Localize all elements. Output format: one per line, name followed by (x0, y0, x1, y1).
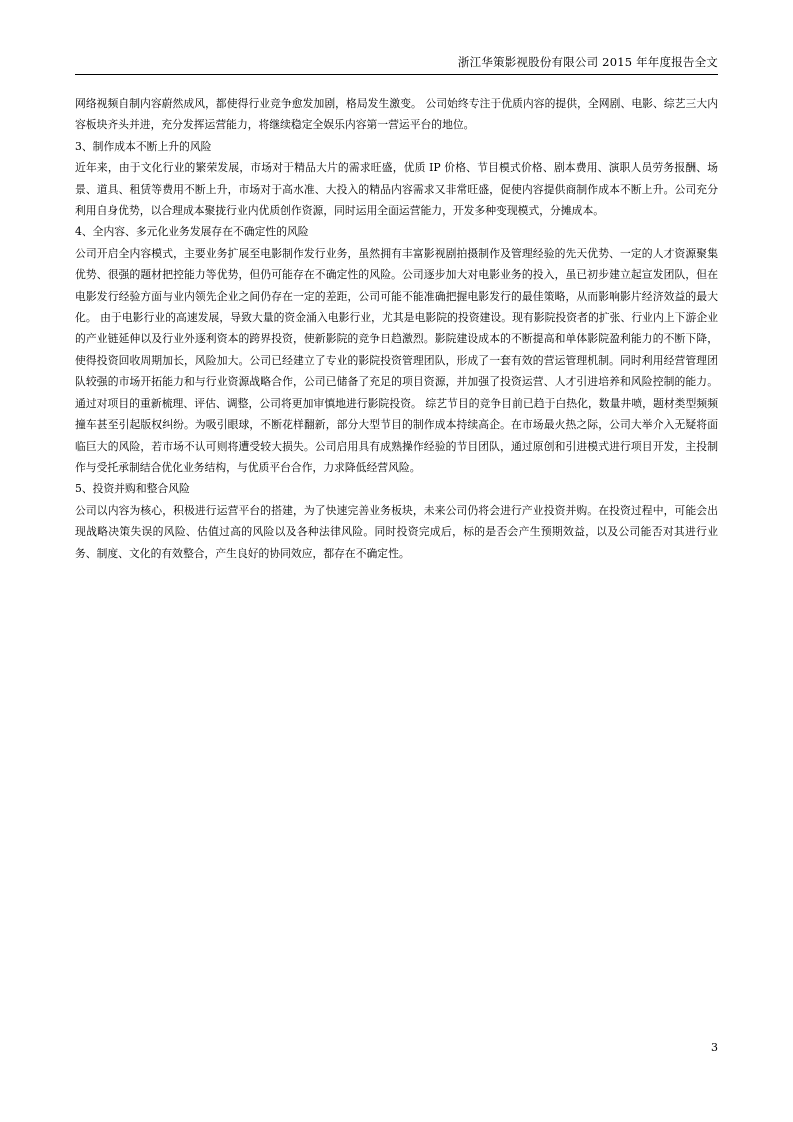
report-title: 浙江华策影视股份有限公司 2015 年年度报告全文 (457, 55, 718, 69)
paragraph-section-5: 公司以内容为核心，积极进行运营平台的搭建，为了快速完善业务板块，未来公司仍将会进行产业投资并购。在投资过程中，可能会出现战略决策失误的风险、估值过高的风险以及各种法律风险。同时投资完成后，标的是否会产生预期效益，以及公司能否对其进行业务、制度、文化的有效整合，产生良好的协同效应，都存在不确定性。 (75, 503, 718, 560)
header-divider (75, 74, 718, 75)
section-heading-3: 3、制作成本不断上升的风险 (75, 139, 212, 153)
paragraph-intro: 网络视频自制内容蔚然成风，都使得行业竞争愈发加剧，格局发生激变。 公司始终专注于优质内容的提供，全网剧、电影、综艺三大内容板块齐头并进，充分发挥运营能力，将继续稳定全娱乐内容第一营运平台的地位。 (75, 97, 718, 132)
paragraph-section-3: 近年来，由于文化行业的繁荣发展，市场对于精品大片的需求旺盛，优质 IP 价格、节目模式价格、剧本费用、演职人员劳务报酬、场景、道具、租赁等费用不断上升，市场对于高水准、大投入的精品内容需求又非常旺盛，促使内容提供商制作成本不断上升。公司充分利用自身优势，以合理成本聚拢行业内优质创作资源，同时运用全面运营能力，开发多种变现模式，分摊成本。 (75, 161, 718, 218)
paragraph-section-4: 公司开启全内容模式，主要业务扩展至电影制作发行业务，虽然拥有丰富影视剧拍摄制作及管理经验的先天优势、一定的人才资源聚集优势、很强的题材把控能力等优势，但仍可能存在不确定性的风险。公司逐步加大对电影业务的投入，虽已初步建立起宣发团队，但在电影发行经验方面与业内领先企业之间仍存在一定的差距，公司可能不能准确把握电影发行的最佳策略，从而影响影片经济效益的最大化。 由于电影行业的高速发展，导致大量的资金涌入电影行业，尤其是电影院的投资建设。现有影院投资者的扩张、行业内上下游企业的产业链延伸以及行业外逐利资本的跨界投资，使新影院的竞争日趋激烈。影院建设成本的不断提高和单体影院盈利能力的不断下降，使得投资回收周期加长，风险加大。公司已经建立了专业的影院投资管理团队，形成了一套有效的营运管理机制。同时利用经营管理团队较强的市场开拓能力和与行业资源战略合作，公司已储备了充足的项目资源，并加强了投资运营、人才引进培养和风险控制的能力。通过对项目的重新梳理、评估、调整，公司将更加审慎地进行影院投资。 综艺节目的竞争目前已趋于白热化，数量井喷，题材类型频频撞车甚至引起版权纠纷。为吸引眼球，不断花样翻新，部分大型节目的制作成本持续高企。在市场最火热之际，公司大举介入无疑将面临巨大的风险，若市场不认可则将遭受较大损失。公司启用具有成熟操作经验的节目团队，通过原创和引进模式进行项目开发，主投制作与受托承制结合优化业务结构，与优质平台合作，力求降低经营风险。 (75, 246, 718, 474)
section-heading-4: 4、全内容、多元化业务发展存在不确定性的风险 (75, 225, 309, 239)
page-number: 3 (711, 1041, 718, 1054)
document-body (75, 93, 718, 564)
page-header (75, 51, 718, 73)
section-heading-5: 5、投资并购和整合风险 (75, 482, 190, 496)
